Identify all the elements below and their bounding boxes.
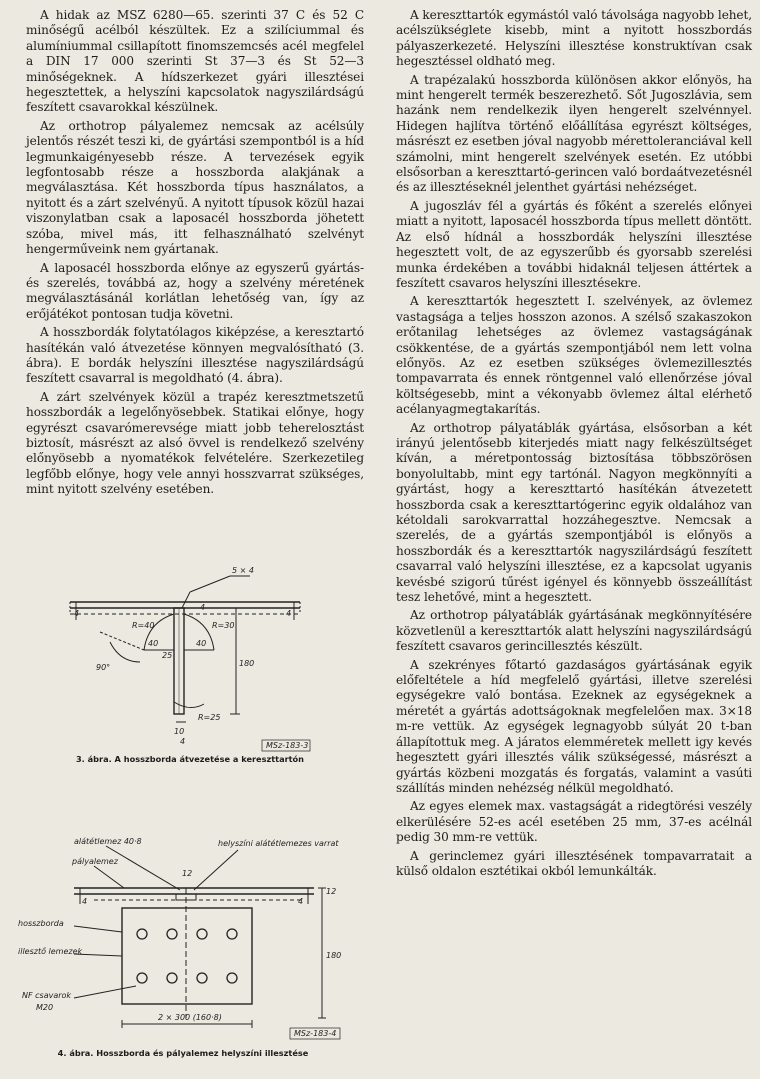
figure-3-label: 90° [96,663,111,672]
paragraph: A hosszbordák folytatólagos kiképzése, a keresztartó hasítékán való átvezetése könnyen megvalósítható (3. ábra). E bordák helyszíni illesztése nagyszilárdságú feszített csavarral is megoldható (4. ábra). [26,325,364,386]
figure-4-label: 12 [182,869,193,878]
figure-3-label: R=40 [132,621,155,630]
figure-3-label: 40 [148,639,159,648]
figure-3-label: 25 [162,651,173,660]
figure-3-label: 4 [74,609,80,618]
paragraph: A gerinclemez gyári illesztésének tompavarratait a külső oldalon esztétikai okból lemunkálták. [396,848,752,878]
paragraph: Az orthotrop pályatáblák gyártásának megkönnyítésére közvetlenül a kereszttartók alatt helyszíni nagyszilárdságú feszített csavaros gerincillesztés készült. [396,608,752,654]
figure-3-label: 40 [196,639,207,648]
figure-4-label: 4 [298,897,304,906]
figure-3-label: 10 [174,727,185,736]
figure-4-label: M20 [36,1003,54,1012]
figure-3-label: R=30 [212,621,235,630]
figure-3-label: 5 × 4 [232,566,254,575]
paragraph: A jugoszláv fél a gyártás és főként a szerelés előnyei miatt a nyitott, laposacél hosszborda típus mellett döntött. Az első hídnál a hosszbordák helyszíni illesztése hegesztett volt, de az egyszerűbb és gyorsabb szerelési munka érdekében a további hidaknál teljesen áttértek a feszített csavaros helyszíni illesztésekre. [396,198,752,290]
figure-3-label: 4 [286,609,292,618]
paragraph: A laposacél hosszborda előnye az egyszerű gyártás- és szerelés, továbbá az, hogy a szelvény méretének megválasztásánál korlátlan lehetőség van, így az erőjátékot pontosan tudja követni. [26,260,364,321]
figure-4-label: alátétlemez 40·8 [74,837,142,846]
paragraph: Az orthotrop pályalemez nemcsak az acélsúly jelentős részét teszi ki, de gyártási szempontból is a híd legmunkaigényesebb része. A tervezések egyik legfontosabb része a hosszborda alakjának a megválasztása. Két hosszborda típus használatos, a nyitott és a zárt szelvényű. A nyitott típusok közül hazai viszonylatban csak a laposacél hosszborda jöhetett szóba, mivel más, itt felhasználható szelvényt hengerműveink nem gyártanak. [26,118,364,257]
left-column [26,8,364,501]
figure-3-stamp: MSz-183-3 [266,741,309,750]
paragraph: A zárt szelvények közül a trapéz keresztmetszetű hosszbordák a legelőnyösebbek. Statikai előnye, hogy egyrészt csavarómerevsége miatt jobb teherelosztást biztosít, másrészt az alsó övvel is rendelkező szelvény előnyösebb a nyomatékok felvételére. Szerkezetileg legfőbb előnye, hogy vele annyi hosszvarrat szükséges, mint nyitott szelvény esetében. [26,389,364,497]
right-column [396,8,752,882]
figure-4-label: NF csavarok [22,991,72,1000]
paragraph: A kereszttartók hegesztett I. szelvények, az övlemez vastagsága a teljes hosszon azonos. A szélső szakaszokon erőtanilag lehetséges az övlemez vastagságának csökkentése, de a gyártás szempontjából nem lett volna előnyös. Az ez esetben szükséges övlemezillesztés tompavarrata és ennek röntgennel való ellenőrzése jóval költségesebb, mint a vékonyabb övlemez által elérhető acélanyagmegtakarítás. [396,294,752,417]
figure-4-stamp: MSz-183-4 [294,1029,337,1038]
paragraph: A hidak az MSZ 6280—65. szerinti 37 C és 52 C minőségű acélból készültek. Ez a szilíciummal és alumíniummal csillapított finomszemcsés acél megfelel a DIN 17 000 szerinti St 37—3 és St 52—3 minőségeknek. A hídszerkezet gyári illesztései hegesztettek, a helyszíni kapcsolatok nagyszilárdságú feszített csavarokkal készülnek. [26,8,364,115]
figure-4-label: 4 [82,897,88,906]
figure-4-label: hosszborda [18,919,64,928]
figure-3-label: R=25 [198,713,221,722]
paragraph: A kereszttartók egymástól való távolsága nagyobb lehet, acélszükséglete kisebb, mint a nyitott hosszbordás pályaszerkezeté. Helyszíni illesztése konstruktívan csak hegesztéssel oldható meg. [396,8,752,69]
figure-4-label: 2 × 300 (160·8) [158,1013,222,1022]
figure-4-label: 180 [326,951,342,960]
paragraph: Az egyes elemek max. vastagságát a ridegtörési veszély elkerülésére 52-es acél esetében 25 mm, 37-es acélnál pedig 30 mm-re vettük. [396,799,752,845]
figure-4 [14,828,352,1058]
paragraph: A trapézalakú hosszborda különösen akkor előnyös, ha mint hengerelt termék beszerezhető. Sőt Jugoszlávia, sem hazánk nem rendelkezik ilyen hengerelt szelvénnyel. Hidegen hajlítva történő előállítása egyrészt költséges, másrészt ez esetben jóval nagyobb mérettoleranciával kell számolni, mint hengerelt szelvények esetén. Ez utóbbi elsősorban a kereszttartó-gerincen való bordaátvezetésnél és az illesztéseknél jelenthet gyártási nehézséget. [396,72,752,195]
figure-3-label: 4 [180,737,186,746]
figure-4-label: illesztő lemezek [18,947,83,956]
figure-4-label: helyszíni alátétlemezes varrat [218,839,339,848]
figure-4-drawing [14,828,352,1046]
paragraph: A szekrényes főtartó gazdaságos gyártásának egyik előfeltétele a híd megfelelő gyártási, illetve szerelési egységekre való bontása. Ezeknek az egységeknek a méretét a gyártás adottságoknak megfelelően max. 3×18 m-re vettük. Az egységek legnagyobb súlyát 20 t-ban állapítottuk meg. A járatos elemméretek mellett igy kevés hegesztett gyári illesztés válik szükségessé, másrészt a gyártás közbeni mozgatás és forgatás, valamint a vasúti szállítás minden nehézség nélkül megoldható. [396,657,752,795]
figure-4-caption: 4. ábra. Hosszborda és pályalemez helyszíni illesztése [57,1048,309,1058]
figure-3-caption: 3. ábra. A hosszborda átvezetése a kereszttartón [75,754,304,764]
paragraph: Az orthotrop pályatáblák gyártása, elsősorban a két irányú jelentősebb kiterjedés miatt nagy felkészültséget kíván, a méretpontosság biztosítása többszörösen bonyolultabb, mint egy tartónál. Nagyon megkönnyíti a gyártást, hogy a kereszttartó hasítékán átvezetett hosszborda csak a kereszttartógerinc egyik oldalához van kétoldali sarokvarrattal hozzáhegesztve. Nemcsak a szerelés, de a gyártás szempontjából is előnyös a hosszbordák és a kereszttartók nagyszilárdságú feszített csavarral való helyszíni illesztése, ez a kapcsolat ugyanis kevésbé szigorú tűrést igényel és könnyebb összeállítást tesz lehetővé, mint a hegesztett. [396,420,752,605]
figure-3-drawing [40,562,340,752]
figure-3-label: 180 [239,659,255,668]
figure-3 [40,562,340,764]
figure-3-label: 4 [200,603,206,612]
figure-4-label: 12 [326,887,337,896]
figure-4-label: pályalemez [72,857,118,866]
